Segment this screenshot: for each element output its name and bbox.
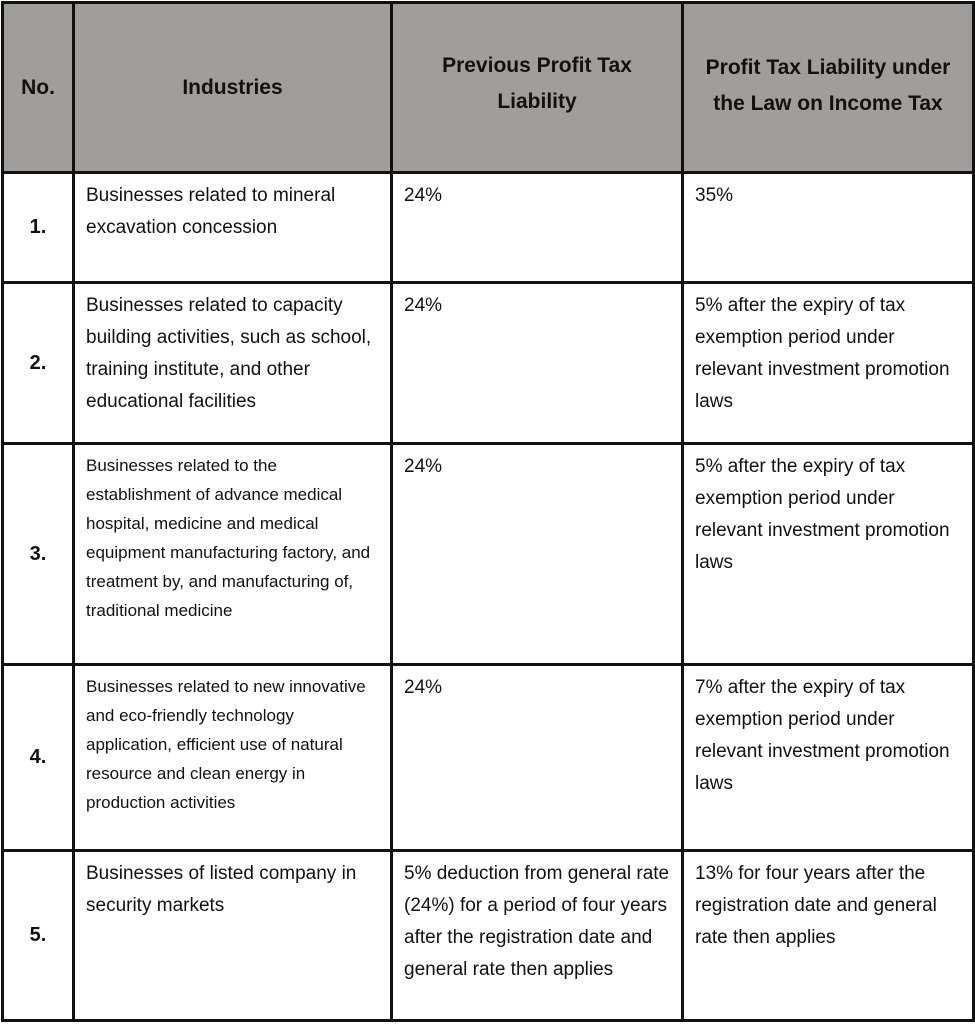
- row-number: 1.: [3, 173, 74, 283]
- table-row: [3, 173, 974, 283]
- current-liability-cell: 35%: [683, 173, 974, 283]
- table-header-row: [3, 3, 974, 173]
- header-industries: Industries: [74, 3, 392, 173]
- table-row: [3, 444, 974, 665]
- row-number: 5.: [3, 851, 74, 1021]
- previous-liability-cell: 5% deduction from general rate (24%) for a period of four years after the registration date and general rate then applies: [392, 851, 683, 1021]
- tax-liability-table: [1, 1, 975, 1022]
- previous-liability-cell: 24%: [392, 444, 683, 665]
- table-row: [3, 851, 974, 1021]
- industry-cell: Businesses related to the establishment of advance medical hospital, medicine and medical equipment manufacturing factory, and treatment by, and manufacturing of, traditional medicine: [74, 444, 392, 665]
- industry-cell: Businesses of listed company in security markets: [74, 851, 392, 1021]
- row-number: 2.: [3, 283, 74, 444]
- header-current-profit-tax: Profit Tax Liability under the Law on Income Tax: [683, 3, 974, 173]
- industry-cell: Businesses related to new innovative and eco-friendly technology application, efficient use of natural resource and clean energy in production activities: [74, 665, 392, 851]
- previous-liability-cell: 24%: [392, 173, 683, 283]
- industry-cell: Businesses related to mineral excavation concession: [74, 173, 392, 283]
- current-liability-cell: 7% after the expiry of tax exemption period under relevant investment promotion laws: [683, 665, 974, 851]
- current-liability-cell: 13% for four years after the registration date and general rate then applies: [683, 851, 974, 1021]
- previous-liability-cell: 24%: [392, 283, 683, 444]
- current-liability-cell: 5% after the expiry of tax exemption period under relevant investment promotion laws: [683, 444, 974, 665]
- row-number: 3.: [3, 444, 74, 665]
- header-previous-profit-tax: Previous Profit Tax Liability: [392, 3, 683, 173]
- previous-liability-cell: 24%: [392, 665, 683, 851]
- row-number: 4.: [3, 665, 74, 851]
- table-row: [3, 283, 974, 444]
- current-liability-cell: 5% after the expiry of tax exemption period under relevant investment promotion laws: [683, 283, 974, 444]
- table-row: [3, 665, 974, 851]
- industry-cell: Businesses related to capacity building activities, such as school, training institute, and other educational facilities: [74, 283, 392, 444]
- header-no: No.: [3, 3, 74, 173]
